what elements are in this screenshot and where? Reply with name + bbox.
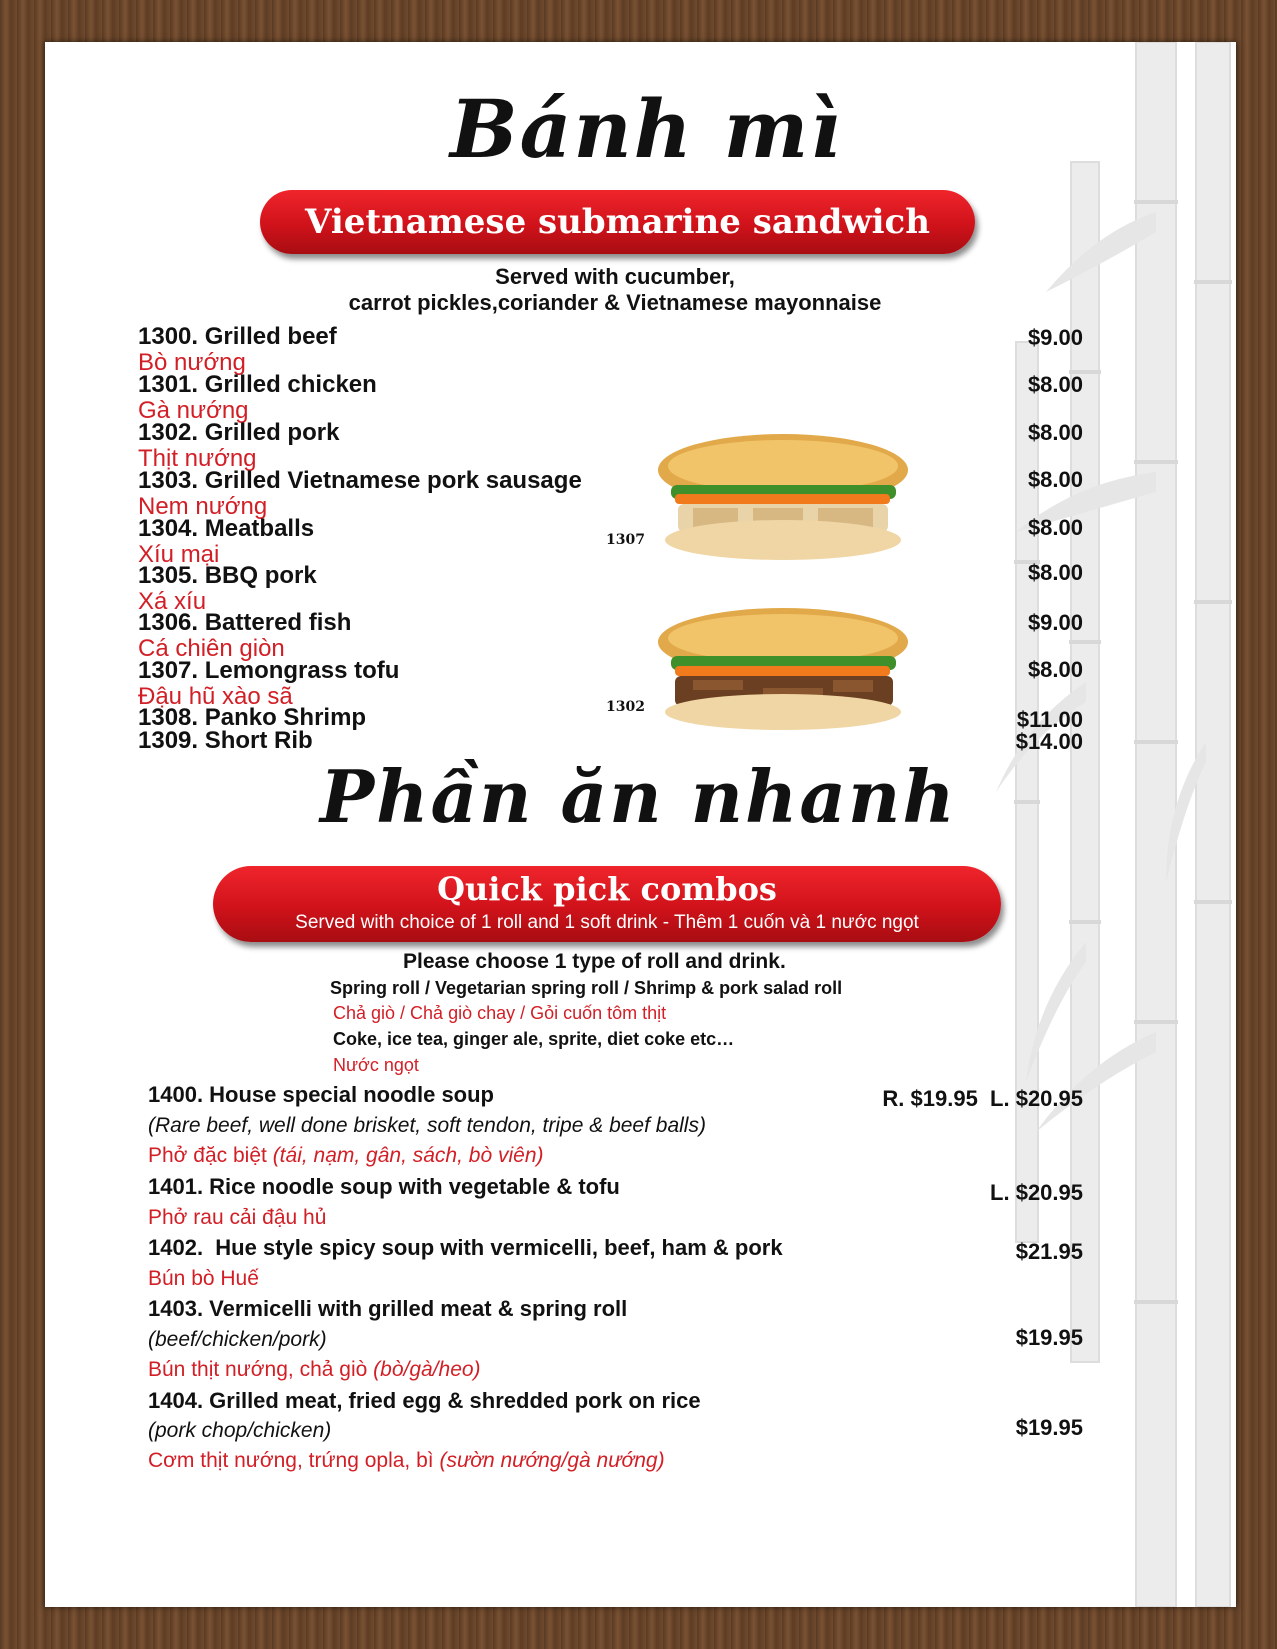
combo-item-viet — [148, 1144, 544, 1168]
menu-page — [45, 42, 1236, 1607]
item-name: 1300. Grilled beef — [138, 323, 337, 350]
item-price: $14.00 — [1015, 729, 1083, 754]
sandwich-item — [138, 468, 582, 520]
sandwich-item — [138, 728, 313, 754]
combo-item-viet — [148, 1449, 665, 1473]
combo-item-viet-name: Bún thịt nướng, chả giò — [148, 1358, 374, 1381]
served-line-1: Served with cucumber, — [495, 264, 735, 289]
combo-banner — [213, 866, 1001, 942]
combo-item-name: 1401. Rice noodle soup with vegetable & tofu — [148, 1174, 620, 1199]
item-price: $9.00 — [1027, 610, 1083, 635]
item-viet-name: Xíu mại — [138, 541, 220, 568]
sandwich-photo-icon — [653, 430, 913, 565]
item-viet-name: Xá xíu — [138, 588, 207, 615]
combo-item-viet — [148, 1267, 259, 1291]
roll-options-viet: Chả giò / Chả giò chay / Gỏi cuốn tôm thịt — [333, 1003, 667, 1023]
combo-item-desc: (pork chop/chicken) — [148, 1419, 332, 1442]
combo-item-desc: (Rare beef, well done brisket, soft tendon, tripe & beef balls) — [148, 1114, 706, 1137]
item-viet-name: Cá chiên giòn — [138, 635, 285, 662]
item-price: $11.00 — [1016, 707, 1083, 732]
combo-item-viet-detail: (tái, nạm, gân, sách, bò viên) — [272, 1144, 544, 1167]
item-viet-name: Đậu hũ xào sã — [138, 683, 293, 710]
drink-options-viet: Nước ngọt — [333, 1055, 419, 1075]
combo-item-price: L. $20.95 — [990, 1180, 1083, 1205]
sandwich-item — [138, 516, 314, 568]
photo-caption: 1307 — [606, 532, 645, 548]
combo-banner-subtitle: Served with choice of 1 roll and 1 soft drink - Thêm 1 cuốn và 1 nước ngọt — [295, 912, 919, 933]
photo-caption: 1302 — [606, 699, 645, 715]
roll-options: Spring roll / Vegetarian spring roll / Shrimp & pork salad roll — [330, 978, 843, 998]
combo-item-viet — [148, 1358, 481, 1382]
sandwich-banner-title: Vietnamese submarine sandwich — [305, 202, 930, 242]
item-name: 1308. Panko Shrimp — [138, 704, 367, 731]
combo-banner-title: Quick pick combos — [437, 870, 777, 908]
sandwich-item — [138, 420, 339, 472]
combo-item-viet-detail: (bò/gà/heo) — [373, 1358, 481, 1381]
item-price: $8.00 — [1027, 560, 1083, 585]
combo-item-viet-name: Cơm thịt nướng, trứng opla, bì — [148, 1449, 440, 1472]
combo-item-name: 1403. Vermicelli with grilled meat & spring roll — [148, 1296, 628, 1321]
item-name: 1301. Grilled chicken — [138, 371, 377, 398]
combo-item-viet-name: Bún bò Huế — [148, 1267, 259, 1290]
combo-item-viet-name: Phở rau cải đậu hủ — [148, 1206, 327, 1229]
combo-item-name: 1400. House special noodle soup — [148, 1082, 494, 1107]
sandwich-item — [138, 610, 351, 662]
combo-item-viet-detail: (sườn nướng/gà nướng) — [439, 1449, 665, 1472]
combo-item-name: 1404. Grilled meat, fried egg & shredded pork on rice — [148, 1388, 701, 1413]
choose-instruction: Please choose 1 type of roll and drink. — [403, 950, 786, 973]
item-viet-name: Bò nướng — [138, 349, 246, 376]
banh-mi-script-title: Bánh mì — [450, 82, 843, 176]
combo-item-price: $19.95 — [1015, 1325, 1083, 1350]
combo-item-price: R. $19.95 L. $20.95 — [882, 1086, 1083, 1111]
item-name: 1304. Meatballs — [138, 515, 315, 542]
combo-item-price: $19.95 — [1015, 1415, 1083, 1440]
combo-item-name: 1402. Hue style spicy soup with vermicelli, beef, ham & pork — [148, 1235, 783, 1260]
combo-item-viet-name: Phở đặc biệt — [148, 1144, 273, 1167]
item-price: $8.00 — [1027, 657, 1083, 682]
item-name: 1303. Grilled Vietnamese pork sausage — [138, 467, 582, 494]
drink-options: Coke, ice tea, ginger ale, sprite, diet coke etc… — [333, 1029, 735, 1049]
sandwich-item — [138, 324, 337, 376]
item-viet-name: Nem nướng — [138, 493, 268, 520]
combo-item-viet — [148, 1206, 326, 1230]
item-price: $8.00 — [1027, 420, 1083, 445]
item-price: $8.00 — [1027, 372, 1083, 397]
item-name: 1309. Short Rib — [138, 727, 313, 754]
item-price: $8.00 — [1027, 515, 1083, 540]
sandwich-item — [138, 563, 317, 615]
item-name: 1305. BBQ pork — [138, 562, 317, 589]
item-name: 1306. Battered fish — [138, 609, 352, 636]
item-viet-name: Thịt nướng — [138, 445, 257, 472]
item-name: 1302. Grilled pork — [138, 419, 340, 446]
item-viet-name: Gà nướng — [138, 397, 249, 424]
served-line-2: carrot pickles,coriander & Vietnamese mayonnaise — [348, 290, 882, 315]
combo-script-title: Phần ăn nhanh — [320, 754, 957, 839]
sandwich-item — [138, 658, 399, 710]
item-price: $9.00 — [1027, 325, 1083, 350]
combo-item-price: $21.95 — [1015, 1239, 1083, 1264]
item-price: $8.00 — [1027, 467, 1083, 492]
sandwich-item — [138, 372, 377, 424]
sandwich-photo-icon — [653, 604, 913, 734]
item-name: 1307. Lemongrass tofu — [138, 657, 400, 684]
combo-item-desc: (beef/chicken/pork) — [148, 1328, 327, 1351]
sandwich-banner — [260, 190, 975, 254]
